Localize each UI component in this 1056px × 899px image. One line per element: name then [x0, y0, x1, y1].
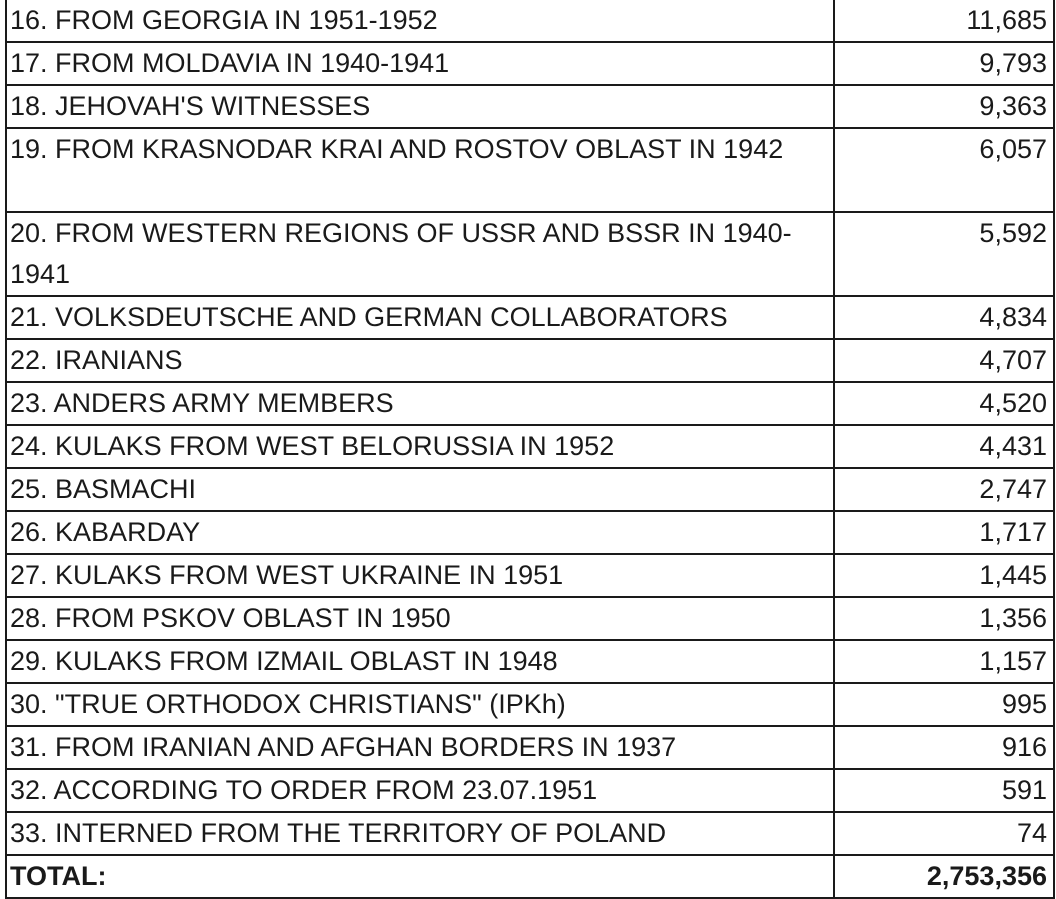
row-value: 995	[834, 683, 1054, 726]
row-label: 26. KABARDAY	[6, 511, 834, 554]
table-row	[6, 42, 1054, 85]
row-value: 1,356	[834, 597, 1054, 640]
table-row	[6, 128, 1054, 212]
row-label: 21. VOLKSDEUTSCHE AND GERMAN COLLABORATORS	[6, 296, 834, 339]
row-label: 29. KULAKS FROM IZMAIL OBLAST IN 1948	[6, 640, 834, 683]
row-value: 9,793	[834, 42, 1054, 85]
total-value: 2,753,356	[834, 855, 1054, 898]
row-value: 5,592	[834, 212, 1054, 296]
row-label: 33. INTERNED FROM THE TERRITORY OF POLAND	[6, 812, 834, 855]
row-value: 4,707	[834, 339, 1054, 382]
row-label: 19. FROM KRASNODAR KRAI AND ROSTOV OBLAST IN 1942	[6, 128, 834, 212]
table-row	[6, 382, 1054, 425]
table-row	[6, 511, 1054, 554]
row-label: 27. KULAKS FROM WEST UKRAINE IN 1951	[6, 554, 834, 597]
row-label: 25. BASMACHI	[6, 468, 834, 511]
table-row	[6, 597, 1054, 640]
table-row	[6, 212, 1054, 296]
row-value: 1,157	[834, 640, 1054, 683]
row-value: 11,685	[834, 0, 1054, 42]
table-row	[6, 769, 1054, 812]
row-value: 916	[834, 726, 1054, 769]
row-value: 1,445	[834, 554, 1054, 597]
row-label: 17. FROM MOLDAVIA IN 1940-1941	[6, 42, 834, 85]
row-value: 4,431	[834, 425, 1054, 468]
row-label: 24. KULAKS FROM WEST BELORUSSIA IN 1952	[6, 425, 834, 468]
row-label: 32. ACCORDING TO ORDER FROM 23.07.1951	[6, 769, 834, 812]
deportation-table-container	[5, 0, 1053, 899]
table-row	[6, 726, 1054, 769]
row-label: 30. "TRUE ORTHODOX CHRISTIANS" (IPKh)	[6, 683, 834, 726]
row-label: 16. FROM GEORGIA IN 1951-1952	[6, 0, 834, 42]
row-value: 591	[834, 769, 1054, 812]
table-row	[6, 554, 1054, 597]
row-label: 23. ANDERS ARMY MEMBERS	[6, 382, 834, 425]
total-row	[6, 855, 1054, 898]
row-value: 6,057	[834, 128, 1054, 212]
row-value: 2,747	[834, 468, 1054, 511]
row-label: 22. IRANIANS	[6, 339, 834, 382]
table-row	[6, 339, 1054, 382]
table-row	[6, 640, 1054, 683]
table-row	[6, 812, 1054, 855]
row-label: 28. FROM PSKOV OBLAST IN 1950	[6, 597, 834, 640]
table-row	[6, 683, 1054, 726]
row-label: 31. FROM IRANIAN AND AFGHAN BORDERS IN 1937	[6, 726, 834, 769]
table-row	[6, 85, 1054, 128]
table-row	[6, 296, 1054, 339]
deportation-table	[5, 0, 1055, 899]
table-row	[6, 468, 1054, 511]
total-label: TOTAL:	[6, 855, 834, 898]
row-label: 20. FROM WESTERN REGIONS OF USSR AND BSSR IN 1940-1941	[6, 212, 834, 296]
row-value: 74	[834, 812, 1054, 855]
table-row	[6, 0, 1054, 42]
row-label: 18. JEHOVAH'S WITNESSES	[6, 85, 834, 128]
row-value: 1,717	[834, 511, 1054, 554]
row-value: 4,834	[834, 296, 1054, 339]
row-value: 9,363	[834, 85, 1054, 128]
row-value: 4,520	[834, 382, 1054, 425]
table-row	[6, 425, 1054, 468]
